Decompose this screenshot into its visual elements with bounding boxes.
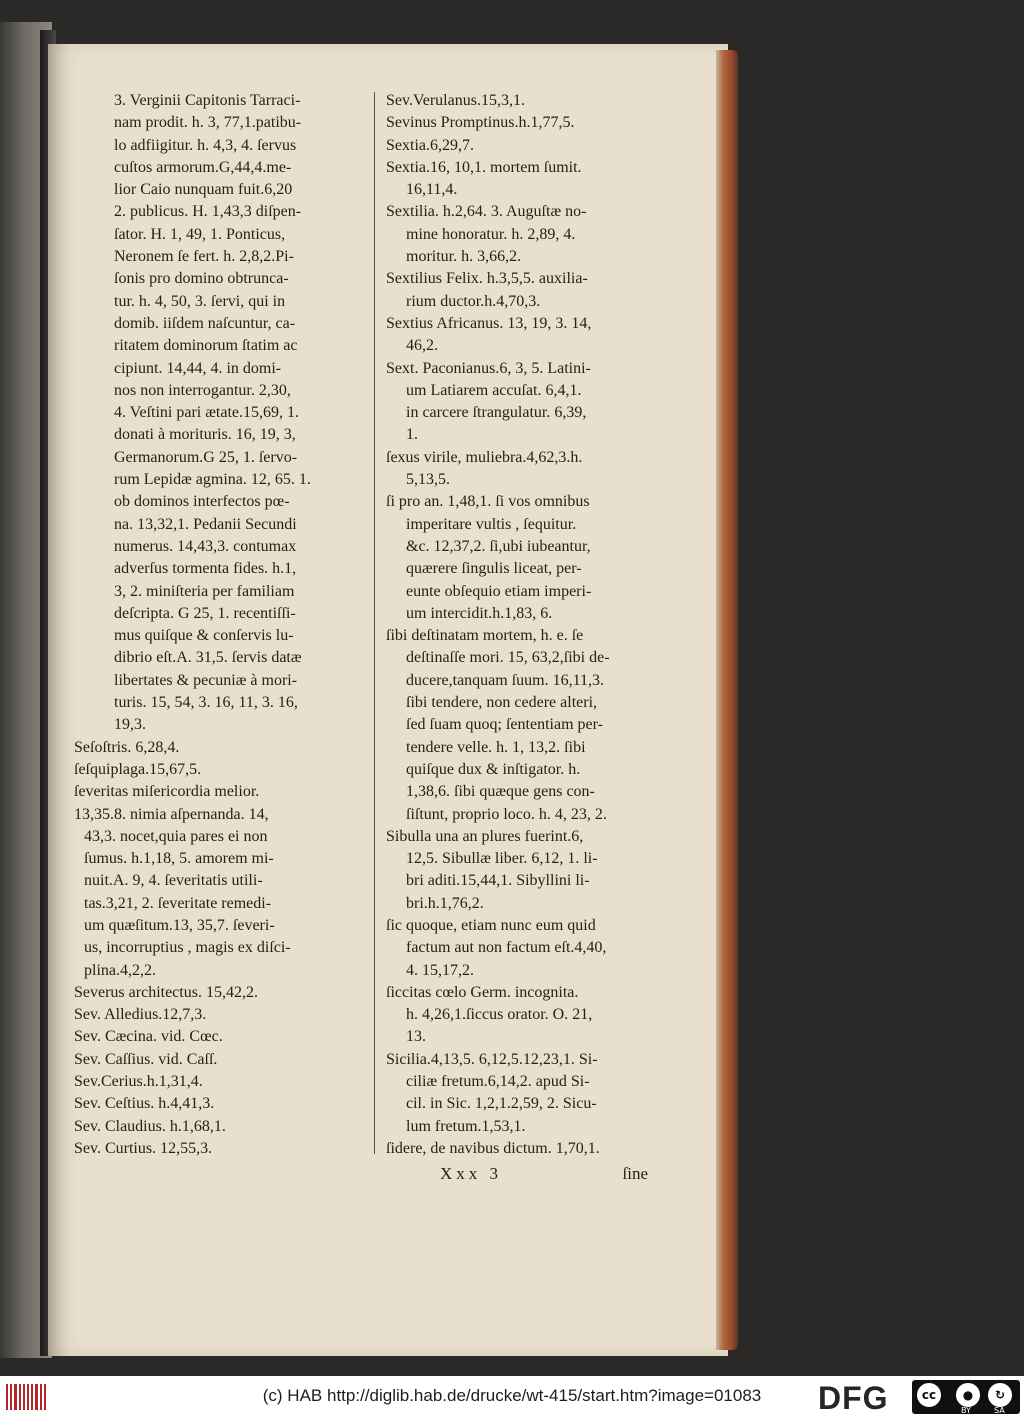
text-line: um quæſitum.13, 35,7. ſeveri- [84, 916, 275, 934]
page-footer-line [386, 1164, 648, 1186]
text-line: ſibi deſtinatam mortem, h. e. ſe [386, 627, 584, 645]
text-line: plina.4,2,2. [84, 961, 156, 979]
text-line: ſumus. h.1,18, 5. amorem mi- [84, 850, 274, 868]
text-line: cil. in Sic. 1,2,1.2,59, 2. Sicu- [406, 1095, 597, 1113]
text-line: Sev. Ceſtius. h.4,41,3. [74, 1095, 215, 1113]
text-line: numerus. 14,43,3. contumax [114, 537, 297, 555]
left-column [74, 90, 364, 1160]
text-line: Sev. Curtius. 12,55,3. [74, 1139, 213, 1157]
text-line: cuſtos armorum.G,44,4.me- [114, 158, 292, 176]
text-line: ciliæ fretum.6,14,2. apud Si- [406, 1073, 590, 1091]
text-line: 4. Veſtini pari ætate.15,69, 1. [114, 404, 300, 422]
text-line: ſed ſuam quoq; ſententiam per- [406, 716, 603, 734]
text-line: lum fretum.1,53,1. [406, 1117, 526, 1135]
text-line: domib. iiſdem naſcuntur, ca- [114, 314, 296, 332]
text-line: Germanorum.G 25, 1. ſervo- [114, 448, 298, 466]
by-label: BY [961, 1406, 971, 1415]
text-line: tur. h. 4, 50, 3. ſervi, qui in [114, 292, 286, 310]
by-icon: ● [956, 1383, 980, 1407]
right-column [386, 90, 666, 1160]
text-line: 5,13,5. [406, 471, 450, 489]
text-line: donati à morituris. 16, 19, 3, [114, 426, 296, 444]
text-line: 3. Verginii Capitonis Tarraci- [114, 92, 301, 109]
text-line: &c. 12,37,2. ſi,ubi iubeantur, [406, 537, 591, 555]
text-line: deſtinaſſe mori. 15, 63,2,ſibi de- [406, 649, 610, 667]
text-line: 12,5. Sibullæ liber. 6,12, 1. li- [406, 850, 598, 868]
text-line: tas.3,21, 2. ſeveritate remedi- [84, 894, 272, 912]
text-line: Sev. Caſſius. vid. Caſſ. [74, 1050, 218, 1068]
text-line: moritur. h. 3,66,2. [406, 248, 522, 266]
text-line: na. 13,32,1. Pedanii Secundi [114, 515, 297, 533]
text-line: mine honoratur. h. 2,89, 4. [406, 225, 576, 243]
text-line: Sext. Paconianus.6, 3, 5. Latini- [386, 359, 591, 377]
text-line: lior Caio nunquam fuit.6,20 [114, 181, 293, 199]
text-line: Sextilia. h.2,64. 3. Auguſtæ no- [386, 203, 587, 221]
text-line: ſiſtunt, proprio loco. h. 4, 23, 2. [406, 805, 607, 823]
text-line: ſonis pro domino obtrunca- [114, 270, 289, 288]
text-line: imperitare vultis , ſequitur. [406, 515, 577, 533]
text-line: ſeveritas miſericordia melior. [74, 783, 260, 801]
text-line: factum aut non factum eſt.4,40, [406, 939, 607, 957]
text-line: ſi pro an. 1,48,1. ſi vos omnibus [386, 493, 590, 511]
column-rule [374, 92, 375, 1154]
text-line: Sextia.6,29,7. [386, 136, 474, 154]
text-line: ritatem dominorum ſtatim ac [114, 337, 298, 355]
text-line: Sev.Verulanus.15,3,1. [386, 92, 525, 109]
text-line: 1. [406, 426, 418, 444]
text-line: nam prodit. h. 3, 77,1.patibu- [114, 114, 302, 132]
text-line: 43,3. nocet,quia pares ei non [84, 827, 268, 845]
text-line: Sev.Cerius.h.1,31,4. [74, 1073, 203, 1091]
text-line: Sevinus Promptinus.h.1,77,5. [386, 114, 575, 132]
copyright-url[interactable]: (c) HAB http://diglib.hab.de/drucke/wt-415/start.htm?image=01083 [262, 1386, 762, 1405]
text-line: Sextilius Felix. h.3,5,5. auxilia- [386, 270, 588, 288]
cc-icon: cc [917, 1383, 941, 1407]
text-line: ſiccitas cœlo Germ. incognita. [386, 983, 579, 1001]
text-line: rium ductor.h.4,70,3. [406, 292, 541, 310]
text-line: bri aditi.15,44,1. Sibyllini li- [406, 872, 590, 890]
text-line: 1,38,6. ſibi quæque gens con- [406, 783, 595, 801]
text-line: um intercidit.h.1,83, 6. [406, 604, 553, 622]
text-line: ſibi tendere, non cedere alteri, [406, 694, 598, 712]
cc-license-badge[interactable] [912, 1380, 1020, 1414]
text-line: 16,11,4. [406, 181, 458, 199]
text-line: 13,35.8. nimia aſpernanda. 14, [74, 805, 269, 823]
text-line: Severus architectus. 15,42,2. [74, 983, 258, 1001]
sa-label: SA [994, 1406, 1005, 1415]
text-line: ſeſquiplaga.15,67,5. [74, 760, 202, 778]
text-line: rum Lepidæ agmina. 12, 65. 1. [114, 471, 311, 489]
text-line: tendere velle. h. 1, 13,2. ſibi [406, 738, 586, 756]
text-line: cipiunt. 14,44, 4. in domi- [114, 359, 282, 377]
text-line: lo adfiigitur. h. 4,3, 4. ſervus [114, 136, 297, 154]
text-line: ſator. H. 1, 49, 1. Ponticus, [114, 225, 286, 243]
sa-icon: ↻ [988, 1383, 1012, 1407]
signature-mark: Xxx 3 [440, 1164, 503, 1183]
text-line: 13. [406, 1028, 426, 1046]
text-line: Sextius Africanus. 13, 19, 3. 14, [386, 314, 592, 332]
text-line: ſic quoque, etiam nunc eum quid [386, 916, 596, 934]
text-line: Sextia.16, 10,1. mortem ſumit. [386, 158, 582, 176]
text-line: dibrio eſt.A. 31,5. ſervis datæ [114, 649, 302, 667]
text-line: adverſus tormenta fides. h.1, [114, 560, 297, 578]
text-line: us, incorruptius , magis ex diſci- [84, 939, 291, 957]
text-line: turis. 15, 54, 3. 16, 11, 3. 16, [114, 694, 298, 712]
text-line: 19,3. [114, 716, 146, 734]
text-line: in carcere ſtrangulatur. 6,39, [406, 404, 587, 422]
text-line: Sicilia.4,13,5. 6,12,5.12,23,1. Si- [386, 1050, 598, 1068]
text-line: Sev. Claudius. h.1,68,1. [74, 1117, 226, 1135]
text-line: 4. 15,17,2. [406, 961, 474, 979]
text-line: bri.h.1,76,2. [406, 894, 484, 912]
text-line: Seſoſtris. 6,28,4. [74, 738, 180, 756]
text-line: ob dominos interfectos pœ- [114, 493, 290, 511]
text-line: Sev. Alledius.12,7,3. [74, 1006, 207, 1024]
text-line: quiſque dux & inſtigator. h. [406, 760, 581, 778]
text-line: libertates & pecuniæ à mori- [114, 671, 298, 689]
text-line: 3, 2. miniſteria per familiam [114, 582, 295, 600]
text-line: um Latiarem accuſat. 6,4,1. [406, 381, 582, 399]
text-line: quærere ſingulis liceat, per- [406, 560, 582, 578]
text-line: Sibulla una an plures fuerint.6, [386, 827, 584, 845]
text-line: 2. publicus. H. 1,43,3 diſpen- [114, 203, 302, 221]
page-edge-red [716, 50, 738, 1350]
viewer-footer [0, 1376, 1024, 1418]
text-line: deſcripta. G 25, 1. recentiſſi- [114, 604, 296, 622]
dfg-logo: DFG [818, 1380, 889, 1416]
text-line: h. 4,26,1.ſiccus orator. O. 21, [406, 1006, 593, 1024]
text-line: nuit.A. 9, 4. ſeveritatis utili- [84, 872, 263, 890]
text-line: ſidere, de navibus dictum. 1,70,1. [386, 1139, 600, 1157]
text-line: mus quiſque & conſervis lu- [114, 627, 294, 645]
text-line: 46,2. [406, 337, 438, 355]
text-line: Sev. Cæcina. vid. Cœc. [74, 1028, 223, 1046]
text-line: eunte obſequio etiam imperi- [406, 582, 592, 600]
catchword: ſine [622, 1164, 648, 1183]
text-line: ducere,tanquam ſuum. 16,11,3. [406, 671, 605, 689]
text-line: Neronem ſe fert. h. 2,8,2.Pi- [114, 248, 294, 266]
text-line: nos non interrogantur. 2,30, [114, 381, 291, 399]
text-line: ſexus virile, muliebra.4,62,3.h. [386, 448, 583, 466]
